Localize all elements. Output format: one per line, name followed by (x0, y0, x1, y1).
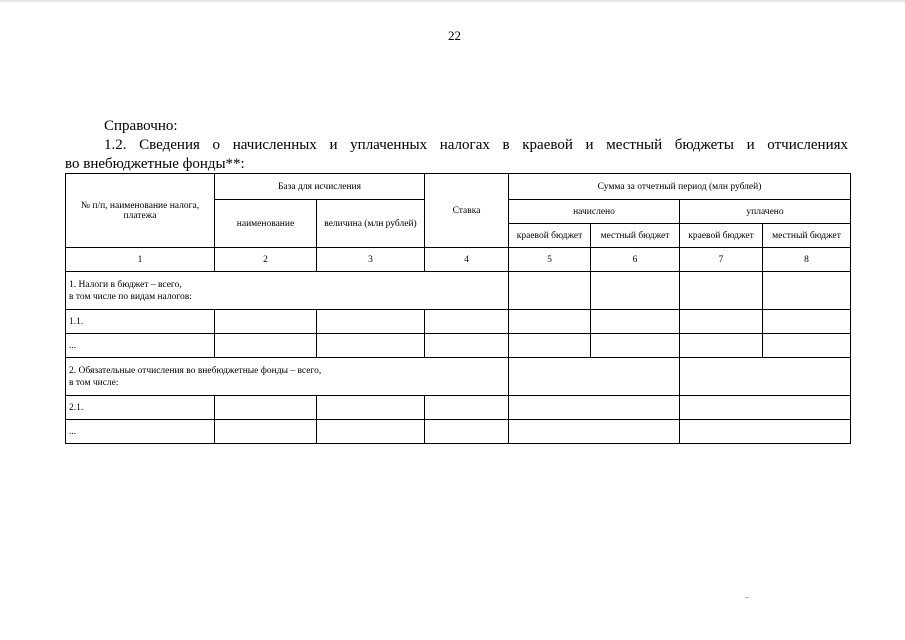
cell-empty (680, 396, 851, 420)
cell-empty (680, 358, 851, 396)
cell-empty (591, 310, 680, 334)
heading-title: 1.2. Сведения о начисленных и уплаченных налогах в краевой и местный бюджеты и отчислениях (104, 137, 848, 153)
cell-empty (680, 272, 763, 310)
section-1-title-cell (66, 272, 509, 310)
header-base-group: База для исчисления (215, 174, 425, 200)
section-2-title: 2. Обязательные отчисления во внебюджетные фонды – всего, (69, 365, 322, 376)
header-accrued-local: местный бюджет (591, 224, 680, 248)
header-base-name: наименование (215, 200, 317, 248)
header-paid-regional: краевой бюджет (680, 224, 763, 248)
cell-empty (763, 272, 851, 310)
header-row-1 (66, 174, 851, 200)
row-label: ... (66, 420, 215, 444)
section-1-subtitle: в том числе по видам налогов: (69, 291, 192, 302)
cell-empty (509, 396, 680, 420)
cell-empty (509, 272, 591, 310)
table-row (66, 396, 851, 420)
table-row (66, 420, 851, 444)
header-amount-group: Сумма за отчетный период (млн рублей) (509, 174, 851, 200)
cell-empty (215, 396, 317, 420)
cell-empty (591, 272, 680, 310)
column-number: 6 (591, 248, 680, 272)
section-2-title-cell (66, 358, 509, 396)
taxes-table (65, 173, 851, 444)
section-2-row (66, 358, 851, 396)
cell-empty (680, 334, 763, 358)
cell-empty (317, 334, 425, 358)
cell-empty (763, 334, 851, 358)
column-number: 7 (680, 248, 763, 272)
cell-empty (215, 420, 317, 444)
cell-empty (317, 420, 425, 444)
column-number: 3 (317, 248, 425, 272)
section-2-subtitle: в том числе: (69, 377, 119, 388)
section-1-row (66, 272, 851, 310)
row-label: 1.1. (66, 310, 215, 334)
header-paid: уплачено (680, 200, 851, 224)
cell-empty (425, 396, 509, 420)
heading-reference: Справочно: (104, 118, 178, 134)
header-rate: Ставка (425, 174, 509, 248)
column-number: 5 (509, 248, 591, 272)
cell-empty (215, 334, 317, 358)
cell-empty (509, 420, 680, 444)
header-accrued-regional: краевой бюджет (509, 224, 591, 248)
cell-empty (425, 334, 509, 358)
column-number: 2 (215, 248, 317, 272)
header-paid-local: местный бюджет (763, 224, 851, 248)
column-numbers-row (66, 248, 851, 272)
cell-empty (317, 396, 425, 420)
column-number: 1 (66, 248, 215, 272)
header-base-value: величина (млн рублей) (317, 200, 425, 248)
header-name: № п/п, наименование налога, платежа (66, 174, 215, 248)
scan-top-edge (0, 0, 905, 2)
row-label: 2.1. (66, 396, 215, 420)
heading-title-continued: во внебюджетные фонды**: (65, 156, 245, 172)
cell-empty (317, 310, 425, 334)
column-number: 8 (763, 248, 851, 272)
page-number: 22 (448, 28, 461, 43)
cell-empty (425, 420, 509, 444)
cell-empty (680, 420, 851, 444)
cell-empty (509, 334, 591, 358)
header-accrued: начислено (509, 200, 680, 224)
cell-empty (215, 310, 317, 334)
cell-empty (425, 310, 509, 334)
cell-empty (591, 334, 680, 358)
cell-empty (509, 358, 680, 396)
section-1-title: 1. Налоги в бюджет – всего, (69, 279, 182, 290)
cell-empty (680, 310, 763, 334)
cell-empty (763, 310, 851, 334)
row-label: ... (66, 334, 215, 358)
scan-speck (745, 597, 749, 598)
cell-empty (509, 310, 591, 334)
table-row (66, 310, 851, 334)
table-row (66, 334, 851, 358)
column-number: 4 (425, 248, 509, 272)
